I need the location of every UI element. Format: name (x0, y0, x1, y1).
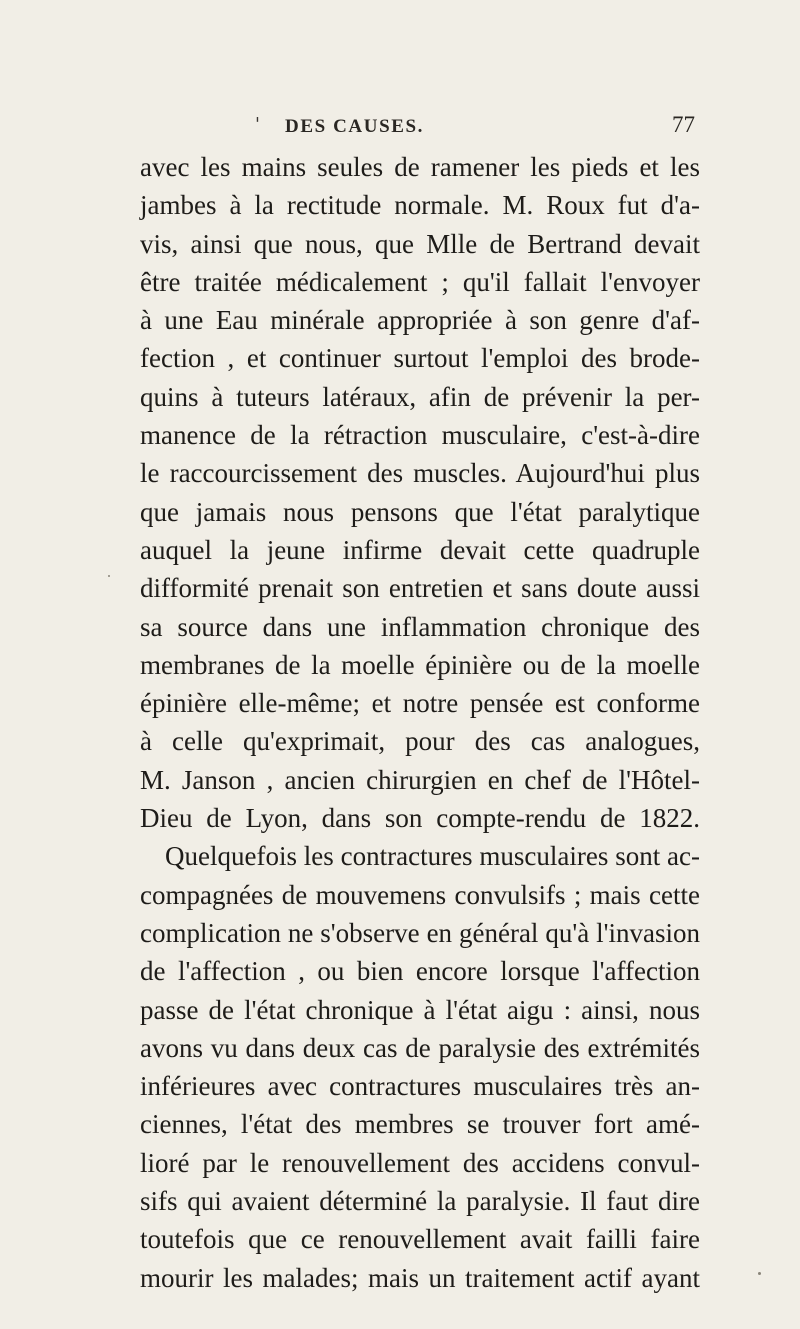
text-line: de l'affection , ou bien encore lorsque l'affection (140, 956, 700, 987)
text-line: avons vu dans deux cas de paralysie des extrémités (140, 1032, 700, 1063)
page-header (0, 112, 800, 146)
text-line: difformité prenait son entretien et sans doute aussi (140, 573, 700, 604)
paragraph-first-line: Quelquefois les contractures musculaires sont ac- (165, 841, 700, 872)
text-line: compagnées de mouvemens convulsifs ; mais cette (140, 879, 700, 910)
text-line: membranes de la moelle épinière ou de la moelle (140, 649, 700, 680)
text-line: sifs qui avaient déterminé la paralysie. Il faut dire (140, 1186, 700, 1217)
text-line: toutefois que ce renouvellement avait failli faire (140, 1224, 700, 1255)
text-line: à une Eau minérale appropriée à son genre d'af- (140, 305, 700, 336)
paper-speck (108, 575, 110, 577)
paper-speck (758, 1272, 761, 1275)
text-line: complication ne s'observe en général qu'à l'invasion (140, 917, 700, 948)
header-mark: ' (255, 114, 260, 135)
text-line: que jamais nous pensons que l'état paralytique (140, 496, 700, 527)
text-line: mourir les malades; mais un traitement actif ayant (140, 1262, 700, 1293)
text-line: lioré par le renouvellement des accidens convul- (140, 1147, 700, 1178)
text-line: auquel la jeune infirme devait cette quadruple (140, 534, 700, 565)
text-line: être traitée médicalement ; qu'il fallait l'envoyer (140, 266, 700, 297)
text-line: à celle qu'exprimait, pour des cas analogues, (140, 726, 700, 757)
text-line: fection , et continuer surtout l'emploi des brode- (140, 343, 700, 374)
text-line: épinière elle-même; et notre pensée est conforme (140, 688, 700, 719)
text-line: passe de l'état chronique à l'état aigu : ainsi, nous (140, 994, 700, 1025)
text-line: vis, ainsi que nous, que Mlle de Bertrand devait (140, 228, 700, 259)
text-line: quins à tuteurs latéraux, afin de prévenir la per- (140, 381, 700, 412)
text-line: inférieures avec contractures musculaires très an- (140, 1071, 700, 1102)
text-line: jambes à la rectitude normale. M. Roux fut d'a- (140, 190, 700, 221)
running-head: DES CAUSES. (285, 116, 425, 137)
text-line: sa source dans une inflammation chronique des (140, 611, 700, 642)
text-line: avec les mains seules de ramener les pieds et les (140, 152, 700, 182)
body-text (140, 148, 700, 1297)
text-line: manence de la rétraction musculaire, c'est-à-dire (140, 420, 700, 451)
text-line: Dieu de Lyon, dans son compte-rendu de 1822. (140, 803, 700, 834)
page-number: 77 (672, 112, 695, 137)
text-line: M. Janson , ancien chirurgien en chef de l'Hôtel- (140, 764, 700, 795)
text-line: le raccourcissement des muscles. Aujourd'hui plus (140, 458, 700, 489)
text-line: ciennes, l'état des membres se trouver fort amé- (140, 1109, 700, 1140)
